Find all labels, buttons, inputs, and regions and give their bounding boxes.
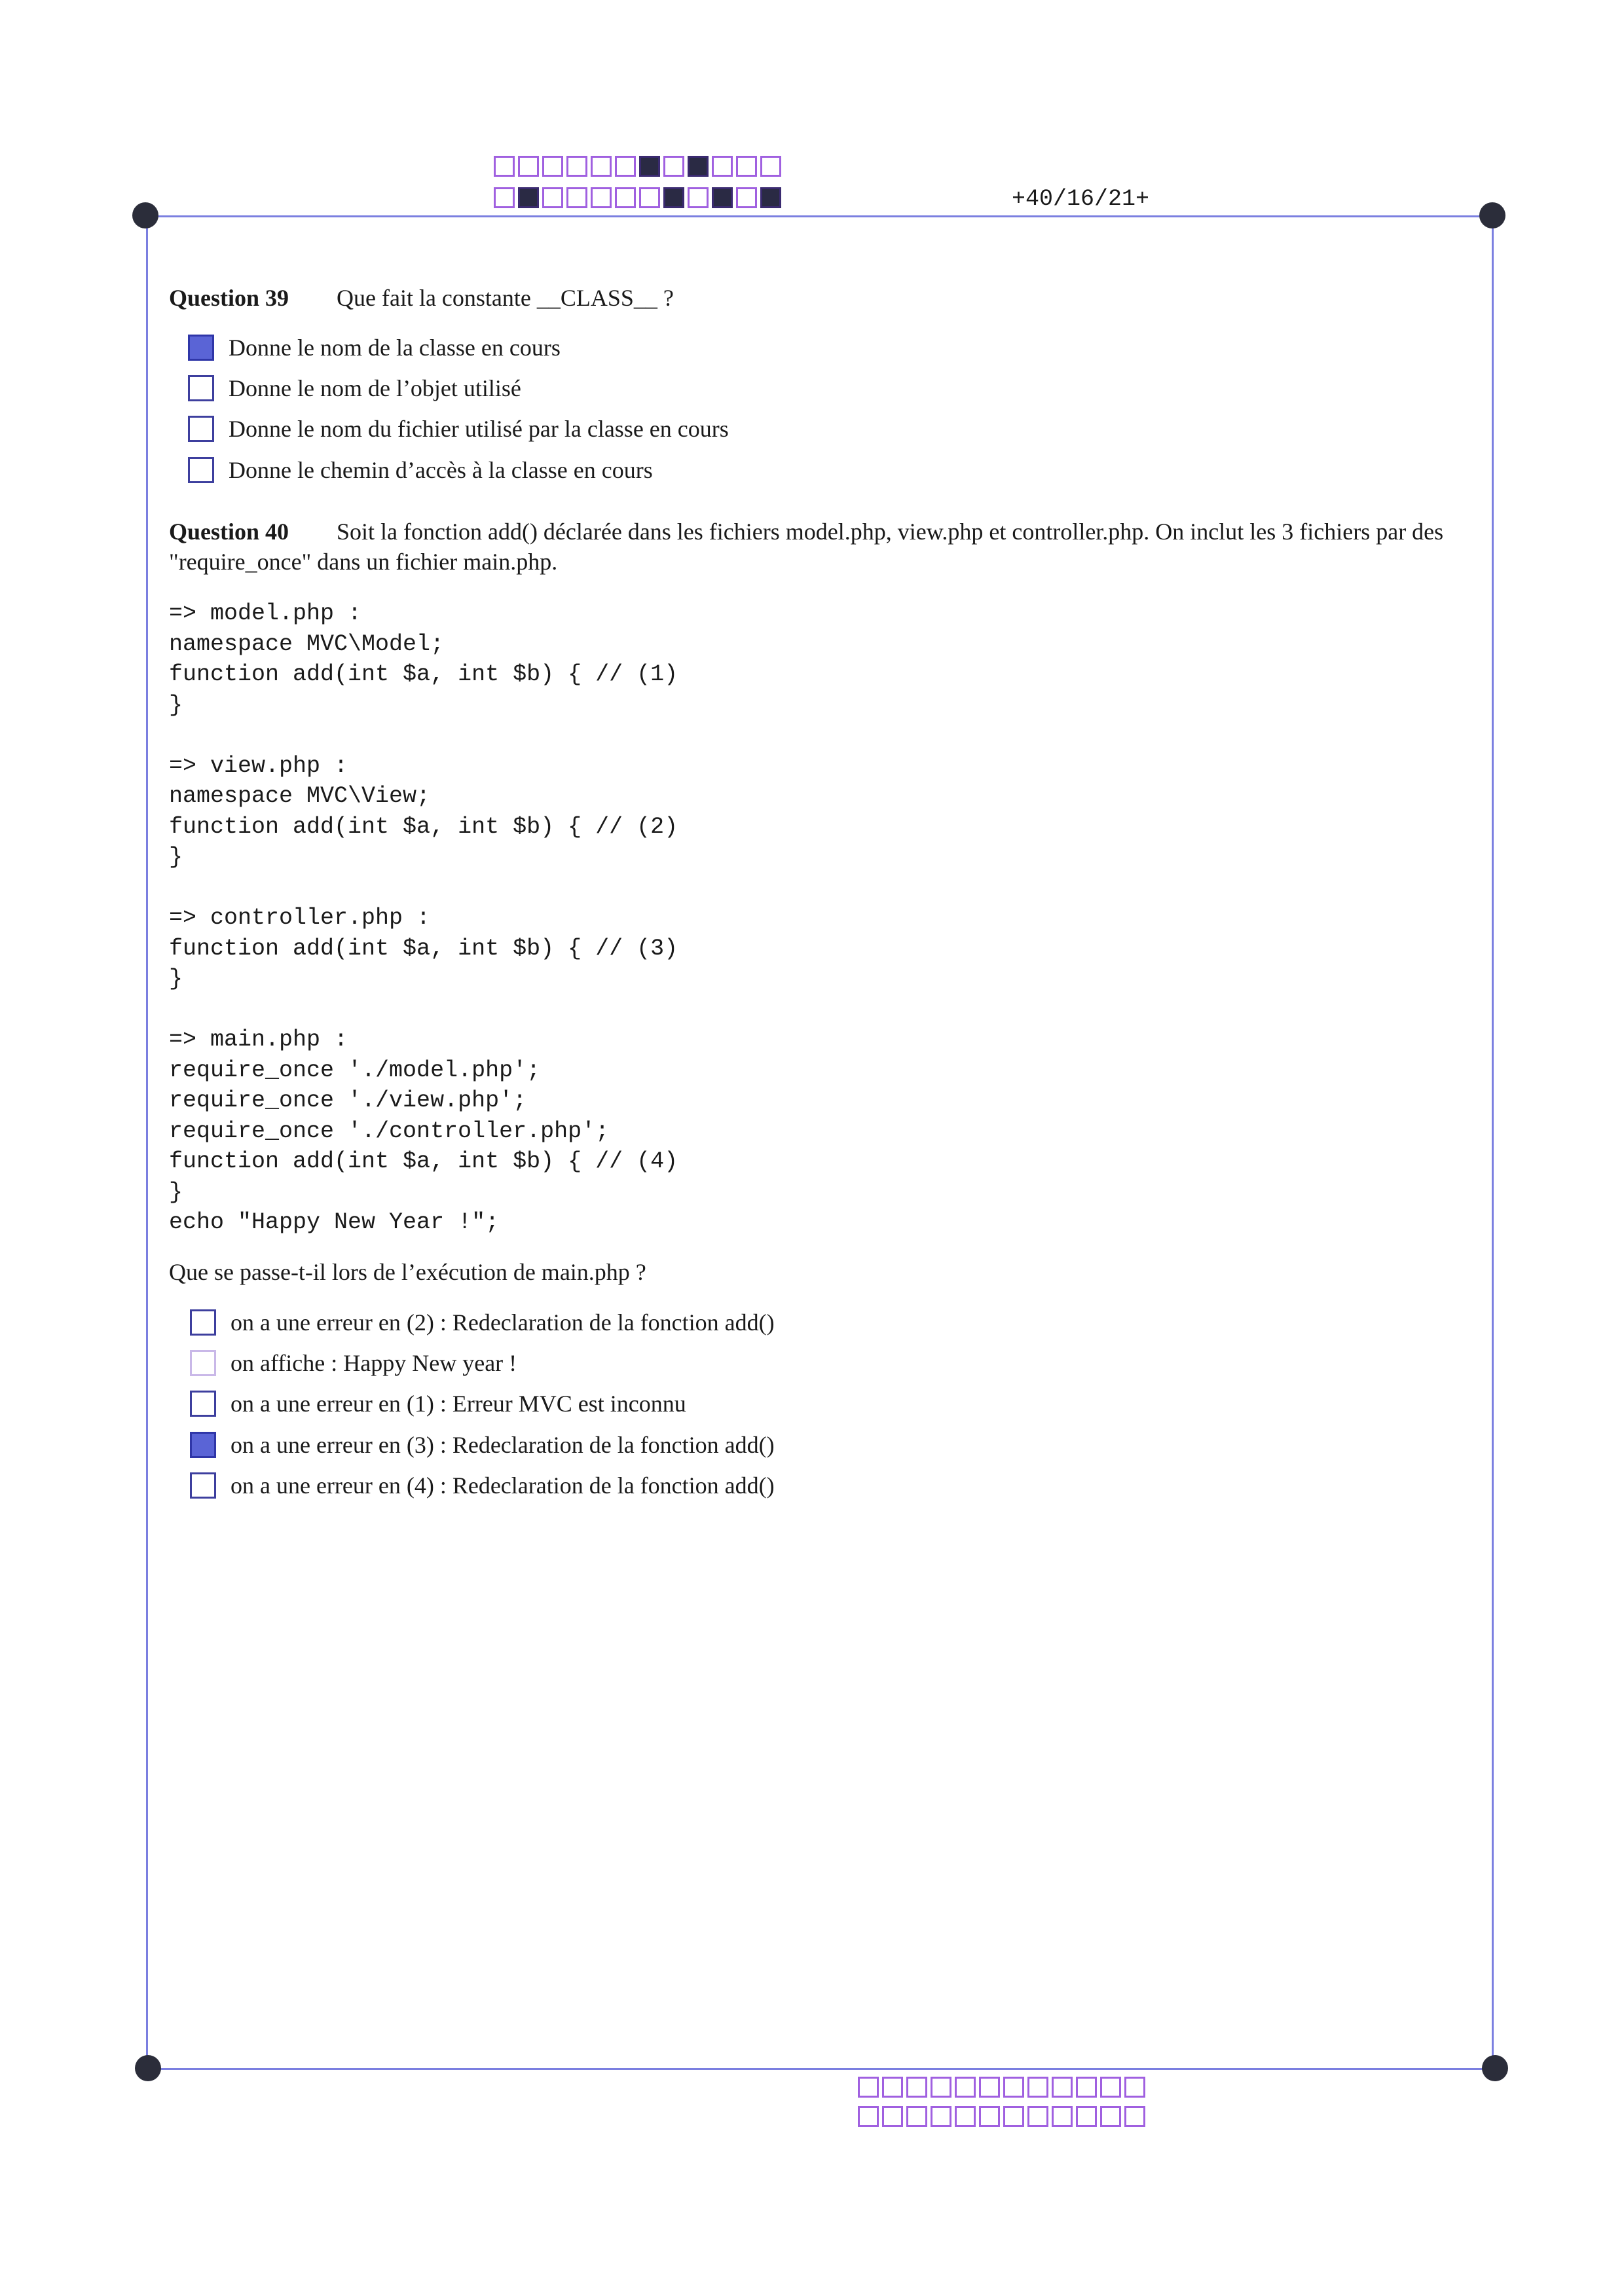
code-line: => controller.php : — [169, 905, 431, 931]
code-line: require_once './controller.php'; — [169, 1118, 610, 1144]
checkbox[interactable] — [188, 457, 214, 483]
checkbox[interactable] — [190, 1472, 216, 1499]
corner-marker-bottom-left — [135, 2055, 161, 2081]
option-label: Donne le chemin d’accès à la classe en cours — [229, 457, 653, 483]
q39-option-4[interactable] — [188, 456, 653, 484]
code-line: => main.php : — [169, 1027, 348, 1053]
page-id: +40/16/21+ — [1012, 186, 1150, 212]
frame-bottom — [147, 2068, 1495, 2070]
q39-option-1[interactable] — [188, 334, 561, 361]
option-label: on affiche : Happy New year ! — [231, 1350, 517, 1376]
corner-marker-top-left — [132, 202, 158, 228]
q39-option-2[interactable] — [188, 374, 521, 402]
code-line: => model.php : — [169, 600, 362, 627]
code-line: require_once './view.php'; — [169, 1087, 527, 1114]
code-line — [169, 720, 678, 751]
code-line — [169, 994, 678, 1025]
top-code-row-1 — [494, 156, 784, 177]
option-label: Donne le nom de l’objet utilisé — [229, 375, 521, 401]
checkbox[interactable] — [188, 416, 214, 442]
code-line: namespace MVC\View; — [169, 783, 431, 809]
checkbox-checked[interactable] — [190, 1432, 216, 1458]
code-listing — [169, 598, 678, 1238]
question-number: Question 39 — [169, 285, 289, 311]
corner-marker-top-right — [1479, 202, 1505, 228]
frame-left — [146, 215, 148, 2069]
frame-top — [144, 215, 1492, 217]
corner-marker-bottom-right — [1482, 2055, 1508, 2081]
bottom-code-row-1 — [858, 2077, 1149, 2098]
question-number: Question 40 — [169, 519, 289, 545]
code-line: require_once './model.php'; — [169, 1057, 541, 1084]
checkbox[interactable] — [190, 1350, 216, 1376]
code-line: function add(int $a, int $b) { // (4) — [169, 1148, 678, 1175]
code-line: } — [169, 1178, 183, 1205]
q40-option-5[interactable] — [190, 1472, 775, 1499]
q40-option-2[interactable] — [190, 1349, 517, 1377]
q40-option-1[interactable] — [190, 1309, 775, 1336]
frame-right — [1492, 215, 1494, 2069]
checkbox-checked[interactable] — [188, 335, 214, 361]
code-line: } — [169, 966, 183, 992]
code-line: } — [169, 844, 183, 870]
question-prompt: Que se passe-t-il lors de l’exécution de main.php ? — [169, 1259, 646, 1285]
question-text: Soit la fonction add() déclarée dans les fichiers model.php, view.php et controller.php. On inclut les 3 fichiers par des "require_once" dans un fichier main.php. — [169, 519, 1444, 575]
question-40-header — [169, 517, 1472, 577]
option-label: Donne le nom du fichier utilisé par la classe en cours — [229, 416, 729, 442]
bottom-code-row-2 — [858, 2106, 1149, 2127]
checkbox[interactable] — [190, 1391, 216, 1417]
code-line: function add(int $a, int $b) { // (3) — [169, 935, 678, 962]
code-line: function add(int $a, int $b) { // (1) — [169, 661, 678, 687]
question-39-header — [169, 284, 674, 312]
checkbox[interactable] — [190, 1309, 216, 1336]
q40-option-4[interactable] — [190, 1431, 775, 1459]
option-label: on a une erreur en (1) : Erreur MVC est inconnu — [231, 1391, 686, 1417]
code-line: echo "Happy New Year !"; — [169, 1209, 500, 1235]
option-label: on a une erreur en (2) : Redeclaration de la fonction add() — [231, 1309, 775, 1336]
q40-option-3[interactable] — [190, 1390, 686, 1417]
top-code-row-2 — [494, 187, 784, 208]
code-line: namespace MVC\Model; — [169, 630, 445, 657]
option-label: on a une erreur en (3) : Redeclaration de la fonction add() — [231, 1432, 775, 1458]
checkbox[interactable] — [188, 375, 214, 401]
code-line — [169, 873, 678, 903]
q39-option-3[interactable] — [188, 415, 729, 443]
code-line: => view.php : — [169, 752, 348, 779]
option-label: Donne le nom de la classe en cours — [229, 335, 561, 361]
code-line: } — [169, 691, 183, 718]
code-line: function add(int $a, int $b) { // (2) — [169, 813, 678, 840]
question-text: Que fait la constante __CLASS__ ? — [337, 285, 674, 311]
option-label: on a une erreur en (4) : Redeclaration de la fonction add() — [231, 1472, 775, 1499]
